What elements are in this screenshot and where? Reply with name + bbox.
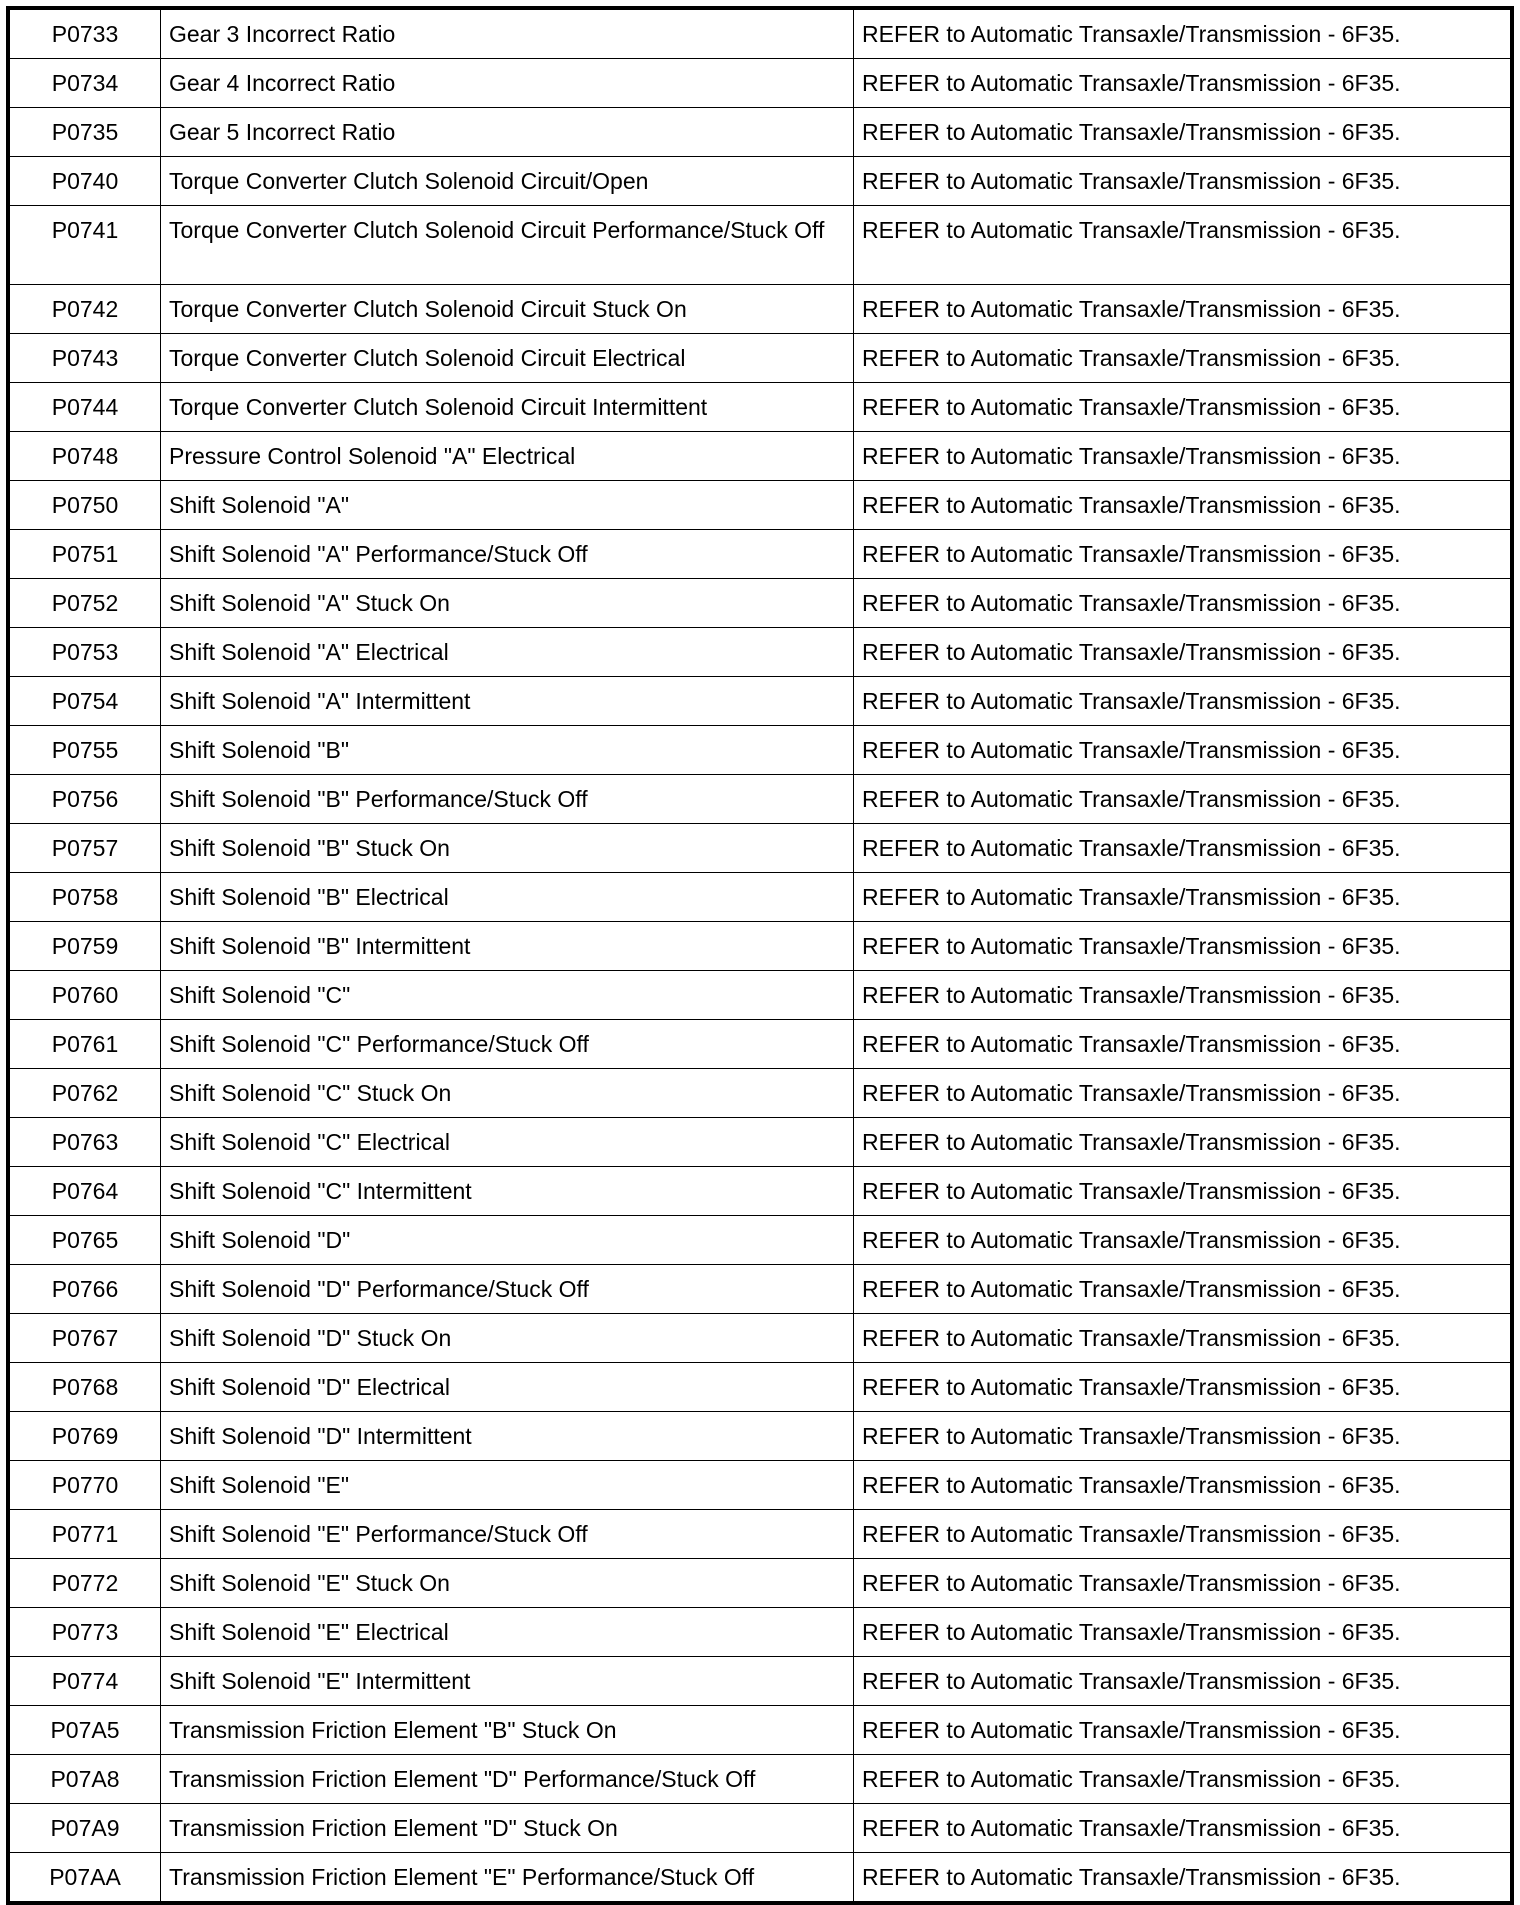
table-row xyxy=(8,1167,1512,1216)
description-cell: Shift Solenoid "B" xyxy=(161,726,854,775)
dtc-code-cell: P0754 xyxy=(8,677,161,726)
description-cell: Shift Solenoid "A" Intermittent xyxy=(161,677,854,726)
dtc-code-cell: P0741 xyxy=(8,206,161,285)
dtc-code-cell: P0755 xyxy=(8,726,161,775)
description-cell: Transmission Friction Element "D" Stuck On xyxy=(161,1804,854,1853)
table-row xyxy=(8,922,1512,971)
dtc-code-cell: P0742 xyxy=(8,285,161,334)
dtc-code-cell: P0774 xyxy=(8,1657,161,1706)
table-row xyxy=(8,334,1512,383)
action-cell: REFER to Automatic Transaxle/Transmission - 6F35. xyxy=(854,206,1513,285)
dtc-code-cell: P0767 xyxy=(8,1314,161,1363)
description-cell: Transmission Friction Element "D" Performance/Stuck Off xyxy=(161,1755,854,1804)
dtc-code-cell: P0743 xyxy=(8,334,161,383)
dtc-code-cell: P0734 xyxy=(8,59,161,108)
table-row xyxy=(8,775,1512,824)
table-row xyxy=(8,579,1512,628)
action-cell: REFER to Automatic Transaxle/Transmission - 6F35. xyxy=(854,157,1513,206)
table-row xyxy=(8,726,1512,775)
table-row xyxy=(8,59,1512,108)
action-cell: REFER to Automatic Transaxle/Transmission - 6F35. xyxy=(854,1167,1513,1216)
dtc-code-cell: P0757 xyxy=(8,824,161,873)
dtc-code-cell: P0759 xyxy=(8,922,161,971)
table-row xyxy=(8,1559,1512,1608)
description-cell: Shift Solenoid "D" Stuck On xyxy=(161,1314,854,1363)
description-cell: Gear 5 Incorrect Ratio xyxy=(161,108,854,157)
action-cell: REFER to Automatic Transaxle/Transmission - 6F35. xyxy=(854,628,1513,677)
table-row xyxy=(8,1853,1512,1904)
action-cell: REFER to Automatic Transaxle/Transmission - 6F35. xyxy=(854,1461,1513,1510)
description-cell: Shift Solenoid "E" Intermittent xyxy=(161,1657,854,1706)
description-cell: Torque Converter Clutch Solenoid Circuit Performance/Stuck Off xyxy=(161,206,854,285)
action-cell: REFER to Automatic Transaxle/Transmission - 6F35. xyxy=(854,108,1513,157)
action-cell: REFER to Automatic Transaxle/Transmission - 6F35. xyxy=(854,1608,1513,1657)
table-row xyxy=(8,1314,1512,1363)
table-row xyxy=(8,677,1512,726)
action-cell: REFER to Automatic Transaxle/Transmission - 6F35. xyxy=(854,1216,1513,1265)
dtc-code-cell: P0744 xyxy=(8,383,161,432)
description-cell: Shift Solenoid "C" Electrical xyxy=(161,1118,854,1167)
table-row xyxy=(8,206,1512,285)
action-cell: REFER to Automatic Transaxle/Transmission - 6F35. xyxy=(854,1363,1513,1412)
table-row xyxy=(8,8,1512,59)
action-cell: REFER to Automatic Transaxle/Transmission - 6F35. xyxy=(854,334,1513,383)
table-row xyxy=(8,1657,1512,1706)
table-row xyxy=(8,1363,1512,1412)
description-cell: Shift Solenoid "A" xyxy=(161,481,854,530)
description-cell: Shift Solenoid "B" Electrical xyxy=(161,873,854,922)
table-row xyxy=(8,824,1512,873)
table-row xyxy=(8,157,1512,206)
description-cell: Shift Solenoid "A" Performance/Stuck Off xyxy=(161,530,854,579)
table-row xyxy=(8,108,1512,157)
dtc-code-cell: P0763 xyxy=(8,1118,161,1167)
description-cell: Transmission Friction Element "B" Stuck On xyxy=(161,1706,854,1755)
dtc-code-cell: P0773 xyxy=(8,1608,161,1657)
dtc-code-cell: P0768 xyxy=(8,1363,161,1412)
table-row xyxy=(8,432,1512,481)
dtc-code-cell: P0756 xyxy=(8,775,161,824)
dtc-code-cell: P0753 xyxy=(8,628,161,677)
dtc-code-cell: P0752 xyxy=(8,579,161,628)
action-cell: REFER to Automatic Transaxle/Transmission - 6F35. xyxy=(854,1755,1513,1804)
action-cell: REFER to Automatic Transaxle/Transmission - 6F35. xyxy=(854,579,1513,628)
action-cell: REFER to Automatic Transaxle/Transmission - 6F35. xyxy=(854,285,1513,334)
table-row xyxy=(8,530,1512,579)
table-row xyxy=(8,628,1512,677)
description-cell: Shift Solenoid "E" Stuck On xyxy=(161,1559,854,1608)
dtc-code-cell: P07A5 xyxy=(8,1706,161,1755)
table-row xyxy=(8,1020,1512,1069)
description-cell: Shift Solenoid "C" Stuck On xyxy=(161,1069,854,1118)
description-cell: Shift Solenoid "C" Intermittent xyxy=(161,1167,854,1216)
action-cell: REFER to Automatic Transaxle/Transmission - 6F35. xyxy=(854,1853,1513,1904)
action-cell: REFER to Automatic Transaxle/Transmission - 6F35. xyxy=(854,1706,1513,1755)
table-row xyxy=(8,1755,1512,1804)
description-cell: Shift Solenoid "D" xyxy=(161,1216,854,1265)
description-cell: Shift Solenoid "A" Electrical xyxy=(161,628,854,677)
action-cell: REFER to Automatic Transaxle/Transmission - 6F35. xyxy=(854,383,1513,432)
table-row xyxy=(8,1069,1512,1118)
dtc-code-cell: P0770 xyxy=(8,1461,161,1510)
action-cell: REFER to Automatic Transaxle/Transmission - 6F35. xyxy=(854,1314,1513,1363)
action-cell: REFER to Automatic Transaxle/Transmission - 6F35. xyxy=(854,1510,1513,1559)
action-cell: REFER to Automatic Transaxle/Transmission - 6F35. xyxy=(854,922,1513,971)
description-cell: Shift Solenoid "B" Intermittent xyxy=(161,922,854,971)
dtc-code-cell: P0764 xyxy=(8,1167,161,1216)
action-cell: REFER to Automatic Transaxle/Transmission - 6F35. xyxy=(854,8,1513,59)
description-cell: Pressure Control Solenoid "A" Electrical xyxy=(161,432,854,481)
table-row xyxy=(8,1706,1512,1755)
dtc-code-cell: P0766 xyxy=(8,1265,161,1314)
action-cell: REFER to Automatic Transaxle/Transmission - 6F35. xyxy=(854,775,1513,824)
action-cell: REFER to Automatic Transaxle/Transmission - 6F35. xyxy=(854,971,1513,1020)
dtc-code-cell: P07A9 xyxy=(8,1804,161,1853)
dtc-code-cell: P07A8 xyxy=(8,1755,161,1804)
action-cell: REFER to Automatic Transaxle/Transmission - 6F35. xyxy=(854,824,1513,873)
description-cell: Shift Solenoid "C" xyxy=(161,971,854,1020)
dtc-code-cell: P0750 xyxy=(8,481,161,530)
description-cell: Shift Solenoid "E" Electrical xyxy=(161,1608,854,1657)
dtc-code-cell: P0761 xyxy=(8,1020,161,1069)
description-cell: Shift Solenoid "E" Performance/Stuck Off xyxy=(161,1510,854,1559)
dtc-code-cell: P0772 xyxy=(8,1559,161,1608)
dtc-code-cell: P07AA xyxy=(8,1853,161,1904)
description-cell: Shift Solenoid "B" Stuck On xyxy=(161,824,854,873)
action-cell: REFER to Automatic Transaxle/Transmission - 6F35. xyxy=(854,1069,1513,1118)
description-cell: Torque Converter Clutch Solenoid Circuit/Open xyxy=(161,157,854,206)
dtc-table-body xyxy=(8,8,1512,1903)
table-row xyxy=(8,1461,1512,1510)
description-cell: Shift Solenoid "D" Intermittent xyxy=(161,1412,854,1461)
dtc-code-cell: P0771 xyxy=(8,1510,161,1559)
description-cell: Torque Converter Clutch Solenoid Circuit Intermittent xyxy=(161,383,854,432)
description-cell: Torque Converter Clutch Solenoid Circuit Electrical xyxy=(161,334,854,383)
action-cell: REFER to Automatic Transaxle/Transmission - 6F35. xyxy=(854,481,1513,530)
description-cell: Shift Solenoid "D" Performance/Stuck Off xyxy=(161,1265,854,1314)
dtc-code-cell: P0733 xyxy=(8,8,161,59)
table-row xyxy=(8,971,1512,1020)
action-cell: REFER to Automatic Transaxle/Transmission - 6F35. xyxy=(854,726,1513,775)
dtc-code-cell: P0735 xyxy=(8,108,161,157)
description-cell: Shift Solenoid "E" xyxy=(161,1461,854,1510)
table-row xyxy=(8,481,1512,530)
dtc-code-cell: P0748 xyxy=(8,432,161,481)
dtc-code-cell: P0762 xyxy=(8,1069,161,1118)
description-cell: Transmission Friction Element "E" Performance/Stuck Off xyxy=(161,1853,854,1904)
table-row xyxy=(8,1118,1512,1167)
table-row xyxy=(8,1265,1512,1314)
dtc-code-cell: P0751 xyxy=(8,530,161,579)
action-cell: REFER to Automatic Transaxle/Transmission - 6F35. xyxy=(854,873,1513,922)
action-cell: REFER to Automatic Transaxle/Transmission - 6F35. xyxy=(854,1559,1513,1608)
action-cell: REFER to Automatic Transaxle/Transmission - 6F35. xyxy=(854,59,1513,108)
description-cell: Torque Converter Clutch Solenoid Circuit Stuck On xyxy=(161,285,854,334)
description-cell: Gear 3 Incorrect Ratio xyxy=(161,8,854,59)
table-row xyxy=(8,1804,1512,1853)
description-cell: Shift Solenoid "C" Performance/Stuck Off xyxy=(161,1020,854,1069)
action-cell: REFER to Automatic Transaxle/Transmission - 6F35. xyxy=(854,1657,1513,1706)
table-row xyxy=(8,383,1512,432)
table-row xyxy=(8,1412,1512,1461)
action-cell: REFER to Automatic Transaxle/Transmission - 6F35. xyxy=(854,1020,1513,1069)
dtc-code-cell: P0760 xyxy=(8,971,161,1020)
action-cell: REFER to Automatic Transaxle/Transmission - 6F35. xyxy=(854,1265,1513,1314)
description-cell: Gear 4 Incorrect Ratio xyxy=(161,59,854,108)
table-row xyxy=(8,873,1512,922)
action-cell: REFER to Automatic Transaxle/Transmission - 6F35. xyxy=(854,1804,1513,1853)
dtc-code-cell: P0769 xyxy=(8,1412,161,1461)
dtc-code-cell: P0765 xyxy=(8,1216,161,1265)
action-cell: REFER to Automatic Transaxle/Transmission - 6F35. xyxy=(854,432,1513,481)
table-row xyxy=(8,1510,1512,1559)
action-cell: REFER to Automatic Transaxle/Transmission - 6F35. xyxy=(854,530,1513,579)
description-cell: Shift Solenoid "A" Stuck On xyxy=(161,579,854,628)
action-cell: REFER to Automatic Transaxle/Transmission - 6F35. xyxy=(854,1118,1513,1167)
action-cell: REFER to Automatic Transaxle/Transmission - 6F35. xyxy=(854,677,1513,726)
table-row xyxy=(8,1216,1512,1265)
description-cell: Shift Solenoid "D" Electrical xyxy=(161,1363,854,1412)
description-cell: Shift Solenoid "B" Performance/Stuck Off xyxy=(161,775,854,824)
table-row xyxy=(8,285,1512,334)
table-row xyxy=(8,1608,1512,1657)
dtc-code-cell: P0740 xyxy=(8,157,161,206)
dtc-code-cell: P0758 xyxy=(8,873,161,922)
action-cell: REFER to Automatic Transaxle/Transmission - 6F35. xyxy=(854,1412,1513,1461)
dtc-table xyxy=(6,6,1514,1905)
